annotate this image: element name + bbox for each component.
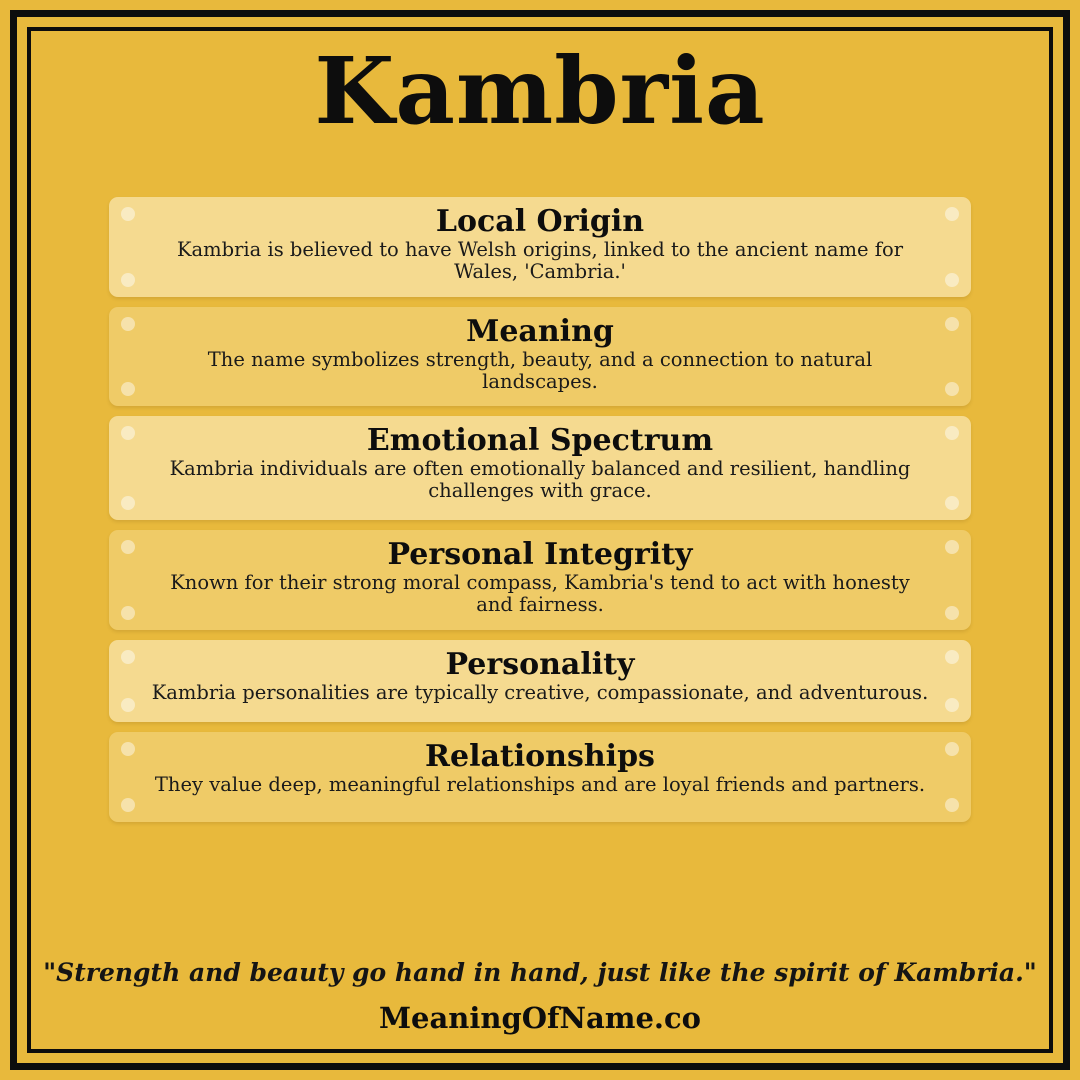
section-heading: Meaning: [466, 313, 614, 349]
section-text: Kambria individuals are often emotionally balanced and resilient, handling challenges with grace.: [169, 456, 911, 503]
corner-dot-icon: [945, 606, 959, 620]
section-card-personality: [109, 640, 971, 722]
corner-dot-icon: [121, 273, 135, 287]
section-heading: Relationships: [425, 738, 655, 774]
sections-list: [109, 197, 971, 832]
section-text: They value deep, meaningful relationships and are loyal friends and partners.: [154, 772, 926, 796]
section-text: Known for their strong moral compass, Kambria's tend to act with honesty and fairness.: [170, 570, 910, 617]
section-heading: Emotional Spectrum: [366, 422, 714, 458]
quote-text: "Strength and beauty go hand in hand, just like the spirit of Kambria.": [43, 958, 1037, 987]
section-card-local-origin: [109, 197, 971, 297]
corner-dot-icon: [121, 496, 135, 510]
corner-dot-icon: [945, 798, 959, 812]
section-text: The name symbolizes strength, beauty, and a connection to natural landscapes.: [207, 347, 873, 394]
poster-content: [31, 31, 1049, 1049]
brand-name: MeaningOfName.co: [378, 1001, 702, 1035]
corner-dot-icon: [121, 382, 135, 396]
section-card-meaning: [109, 307, 971, 406]
section-card-relationships: [109, 732, 971, 822]
corner-dot-icon: [121, 798, 135, 812]
corner-dot-icon: [945, 496, 959, 510]
section-card-personal-integrity: [109, 530, 971, 630]
section-heading: Personality: [445, 646, 635, 682]
section-card-emotional-spectrum: [109, 416, 971, 520]
section-heading: Personal Integrity: [387, 536, 693, 572]
page-title: Kambria: [314, 37, 766, 145]
corner-dot-icon: [121, 606, 135, 620]
corner-dot-icon: [945, 273, 959, 287]
section-heading: Local Origin: [435, 203, 645, 239]
section-text: Kambria personalities are typically creative, compassionate, and adventurous.: [151, 680, 929, 704]
corner-dot-icon: [945, 382, 959, 396]
corner-dot-icon: [945, 698, 959, 712]
section-text: Kambria is believed to have Welsh origins, linked to the ancient name for Wales, 'Cambria.': [176, 237, 904, 284]
corner-dot-icon: [121, 698, 135, 712]
